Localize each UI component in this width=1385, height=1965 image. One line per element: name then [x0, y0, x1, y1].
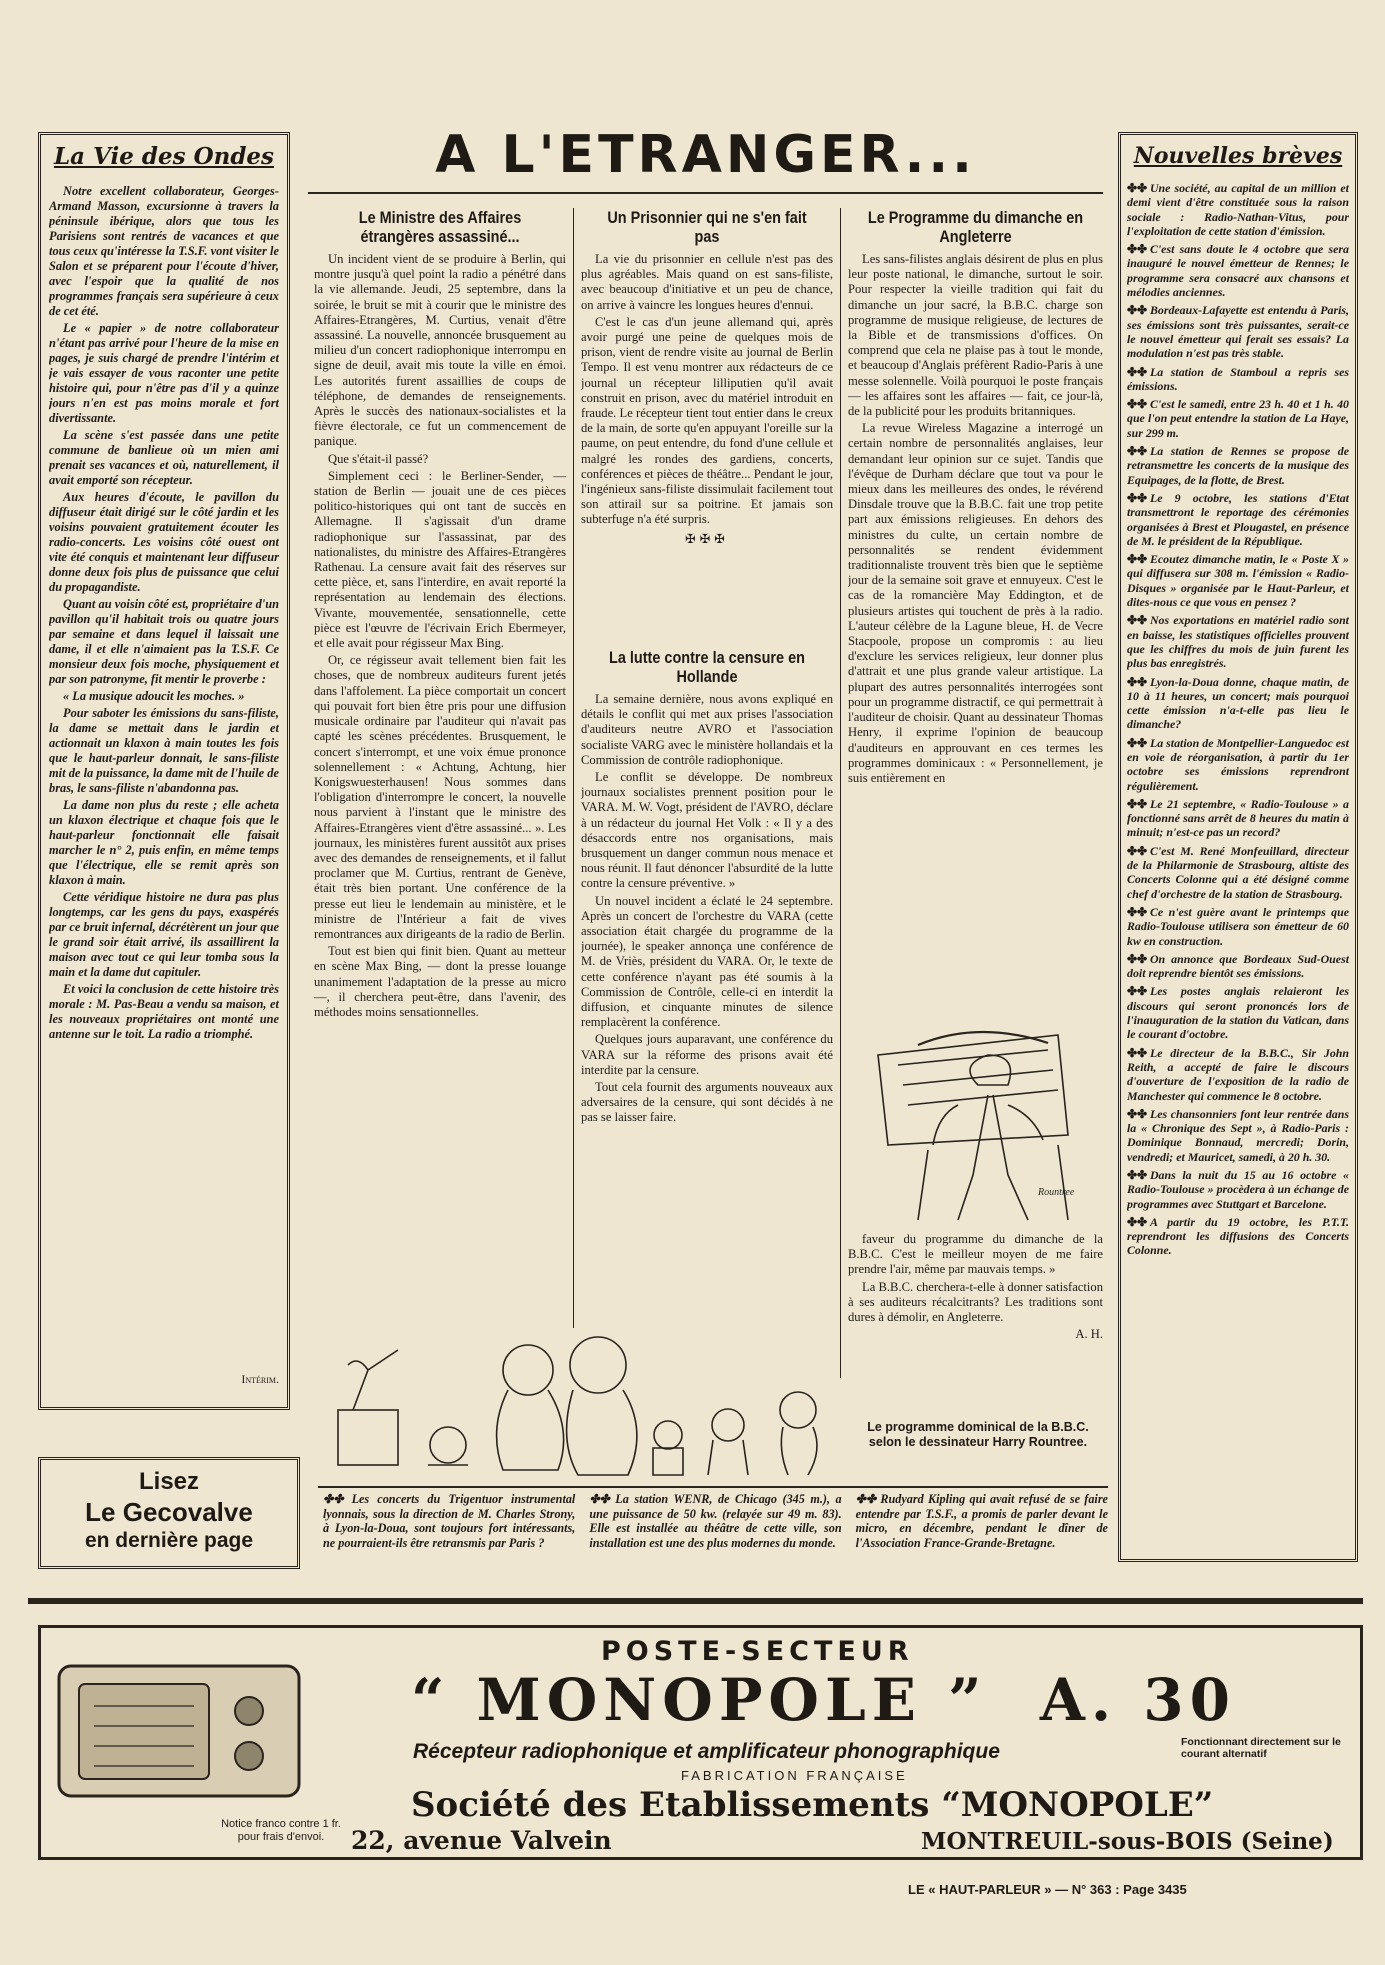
advert-fabrication: FABRICATION FRANÇAISE [681, 1768, 908, 1783]
brief-bullet-icon: ✤✤ [1127, 490, 1147, 505]
brief-bullet-icon: ✤✤ [589, 1492, 616, 1506]
article-censure-title: La lutte contre la censure en Hollande [609, 648, 805, 686]
svg-text:Rountree: Rountree [1038, 1187, 1075, 1198]
paragraph: La semaine dernière, nous avons expliqué en détails le conflit qui met aux prises l'association d'auditeurs neutre AVRO et l'association socialiste VARG avec le ministère hollandais et la Commission de contrôle radiophonique. [581, 692, 833, 767]
main-headline: A L'ETRANGER... [435, 125, 976, 185]
article-programme [848, 208, 1103, 1023]
brief-bullet-icon: ✤✤ [323, 1492, 352, 1506]
paragraph: Or, ce régisseur avait tellement bien fait les choses, que de nombreux auditeurs furent jetés dans l'affolement. La pièce comportait un concert qui pouvait fort bien être pris pour une diffusion musicale ordinaire par l'auditeur qui n'avait pas capté les scènes précédentes. Brusquement, le concert s'interrompt, et une voix émue prononce solennellement : « Achtung, Achtung, hier Konigswuesterhausen! Nous sommes dans l'obligation d'interrompre le concert, la nouvelle nous parvient à l'instant que le ministre des Affaires-Etrangères vient d'être assassiné... ». Les journaux, les ministères furent aussitôt aux prises avec des demandes de renseignements, et il fallut proclamer que M. Curtius, rentrant de Genève, était très bien portant. Une conférence de la presse eut lieu le lendemain au ministère, et le ministre de l'Intérieur a fait de vives remontrances aux dirigeants de la radio de Berlin. [314, 653, 566, 941]
advert-top-rule [28, 1598, 1363, 1604]
brief-item [1127, 675, 1349, 732]
paragraph: Le « papier » de notre collaborateur n'étant pas arrivé pour l'heure de la mise en pages, je suis chargé de prendre l'intérim et je vais essayer de vous raconter une petite histoire qui, pour n'être pas d'il y a quinze jours n'en est pas moins morale et fort divertissante. [49, 321, 279, 425]
brief-text: Ecoutez dimanche matin, le « Poste X » qui diffusera sur 308 m. l'émission « Radio-Disques » organisée par le Haut-Parleur, et dites-nous ce que vous en pensez ? [1127, 552, 1349, 610]
brief-bullet-icon: ✤✤ [1127, 796, 1147, 811]
briefs-title: Nouvelles brèves [1133, 143, 1343, 169]
cartoon-illustration-umbrella [858, 1025, 1098, 1225]
advert-side-note: Fonctionnant directement sur le courant alternatif [1181, 1736, 1341, 1760]
brief-text: A partir du 19 octobre, les P.T.T. reprendront les diffusions des Concerts Colonne. [1127, 1214, 1349, 1258]
brief-item [1127, 613, 1349, 670]
paragraph: Un nouvel incident a éclaté le 24 septembre. Après un concert de l'orchestre du VARA (cette association était chargée du programme de la journée), le speaker annonça une conférence de M. de Vriès, président du VARA. Or, le texte de cette conférence n'ayant pas été soumis à la Commission de Contrôle, celle-ci en interdit la diffusion, et cinquante minutes de silence remplacèrent la conférence. [581, 893, 833, 1030]
brief-item [1127, 984, 1349, 1041]
article-prisonnier-text [581, 252, 833, 528]
brief-bullet-icon: ✤✤ [855, 1492, 881, 1506]
left-column-title: La Vie des Ondes [54, 143, 274, 170]
brief-item [1127, 491, 1349, 548]
paragraph: Simplement ceci : le Berliner-Sender, — station de Berlin — jouait une de ces pièces politico-historiques qui ont tant de succès en Allemagne. Il s'agissait d'un drame radiophonique sur l'assassinat, par des nationalistes, du ministre des Affaires-Etrangères Rathenau. La censure avait fait des réserves sur cette pièce, et, sans l'interdire, en avait reporté la représentation au lendemain des élections. Vivante, mouvementée, sensationnelle, cette pièce est l'œuvre de l'écrivain Erich Ebermeyer, et elle avait pour régisseur Max Bing. [314, 468, 566, 651]
article-programme-title: Le Programme du dimanche en Angleterre [867, 208, 1084, 246]
advert-address: 22, avenue Valvein [351, 1826, 612, 1855]
brief-item [1127, 444, 1349, 487]
brief-item [1127, 1107, 1349, 1164]
paragraph: La B.B.C. cherchera-t-elle à donner satisfaction à ses auditeurs récalcitrants? Les traditions sont dures à démolir, en Angleterre. [848, 1279, 1103, 1325]
advert-notice: Notice franco contre 1 fr. pour frais d'envoi. [221, 1818, 341, 1843]
brief-bullet-icon: ✤✤ [1127, 1045, 1147, 1060]
brief-item [1127, 365, 1349, 394]
paragraph: La revue Wireless Magazine a interrogé un certain nombre de personnalités anglaises, leur demandant leur opinion sur ce sujet. Tandis que l'évêque de Durham déclare que tout va pour le mieux dans les meilleures des ondes, le révérend Dinsdale trouve que la B.B.C. fait une trop petite part aux émissions religieuses. En dehors des ministres du culte, un certain nombre de personnalités se rendent évidemment traditionnaliste trouvent très bien que le septième jour de la semaine soit grave et ennuyeux. C'est le cas de la romancière May Eddington, et de plusieurs artistes qui touchent de près à la radio. L'auteur célèbre de la Lagune bleue, H. de Vecre Stacpoole, propose un compromis : au lieu d'exclure les services religieux, leur donner plus d'attrait et une plus grande valeur artistique. La plupart des autres personnalités interrogées sont pour un programme distractif, ce qui permettrait à l'auditeur de choisir. Quant au dessinateur Thomas Henry, il exprime l'opinion de beaucoup d'auditeurs en approuvant en ces termes les programmes dominicaux : « Personnellement, je suis entièrement en [848, 421, 1103, 785]
section-separator: ✠✠✠ [685, 531, 729, 546]
paragraph: « La musique adoucit les moches. » [63, 689, 245, 703]
article-ministre-title: Le Ministre des Affaires étrangères assassiné... [358, 208, 522, 246]
brief-bullet-icon: ✤✤ [1127, 1106, 1147, 1121]
brief-text: Le 9 octobre, les stations d'Etat transmettront le reportage des cérémonies organisées à Brest et Plougastel, en présence de M. le président de la République. [1127, 490, 1349, 548]
paragraph: La scène s'est passée dans une petite commune de banlieue où un mien ami prenait ses vacances et où, naturellement, il avait emporté son récepteur. [49, 428, 279, 487]
paragraph: Quant au voisin côté est, propriétaire d'un pavillon qu'il habitait trois ou quatre jours par semaine et dans lequel il laissait une dame, il et elle n'aimaient pas la T.S.F. Ce monsieur deux fois moche, physiquement et par son patronyme, fit mentir le proverbe : [49, 597, 279, 686]
article-programme-signature: A. H. [1075, 1327, 1103, 1342]
brief-item [1127, 552, 1349, 609]
brief-bullet-icon: ✤✤ [1127, 613, 1147, 628]
paragraph: Cette véridique histoire ne dura pas plus longtemps, car les gens du pays, exaspérés par ce bruit infernal, décrétèrent un jour que le grand soir était arrivé, ils assaillirent la maison avec tout ce qui leur tomba sous la main et la dame dut capituler. [49, 890, 279, 979]
brief-item [1127, 797, 1349, 840]
brief-bullet-icon: ✤✤ [1127, 552, 1147, 567]
promo-line-3: en dernière page [84, 1529, 254, 1552]
brief-item [1127, 736, 1349, 793]
brief-bullet-icon: ✤✤ [1127, 181, 1147, 195]
brief-item [1127, 1046, 1349, 1103]
paragraph: Les sans-filistes anglais désirent de plus en plus leur poste national, le dimanche, surtout le soir. Pour respecter la vieille tradition qui fait du dimanche un jour sacré, la B.B.C. charge son programme de musique religieuse, de lectures de la Bible et de transmissions d'offices. On comprend que cela ne plaise pas à tout le monde, et beaucoup d'Anglais préfèrent Radio-Paris à une messe solennelle. Voilà pourquoi le poste français — les affaires sont les affaires — fait, ce jour-là, de la publicité pour les produits britanniques. [848, 252, 1103, 419]
briefs-box [1118, 132, 1358, 1562]
brief-text: Dans la nuit du 15 au 16 octobre « Radio-Toulouse » procèdera à un échange de programmes avec Stuttgart et Barcelone. [1127, 1168, 1349, 1211]
brief-text: La station de Rennes se propose de retransmettre les concerts de la musique des Equipages, de la flotte, de Brest. [1127, 444, 1349, 487]
article-ministre-text [314, 252, 566, 1020]
paragraph: La dame non plus du reste ; elle acheta un klaxon électrique et chaque fois que le haut-parleur fonctionnait elle faisait marcher le n° 2, puis enfin, en même temps que l'électrique, elle se remit après son klaxon à main. [49, 798, 279, 887]
brief-bullet-icon: ✤✤ [1127, 674, 1147, 689]
article-prisonnier-title: Un Prisonnier qui ne s'en fait pas [607, 208, 807, 246]
brief-text: Les chansonniers font leur rentrée dans la « Chronique des Sept », à Radio-Paris : Dominique Bonnaud, mercredi; Dorin, vendredi; et Mauricet, samedi, à 20 h. 30. [1127, 1106, 1349, 1164]
brief-item [1127, 242, 1349, 299]
illustration-caption: Le programme dominical de la B.B.C. selon le dessinateur Harry Rountree. [867, 1420, 1089, 1449]
column-rule-2 [840, 208, 841, 1378]
brief-bullet-icon: ✤✤ [1127, 843, 1147, 858]
brief-bullet-icon: ✤✤ [1127, 735, 1147, 750]
brief-item [1127, 303, 1349, 360]
brief-bullet-icon: ✤✤ [1127, 242, 1147, 257]
brief-item [1127, 844, 1349, 901]
promo-line-1: Lisez [138, 1468, 200, 1495]
bottom-briefs [323, 1492, 1108, 1587]
brief-bullet-icon: ✤✤ [1127, 364, 1147, 379]
column-rule-1 [573, 208, 574, 1328]
paragraph: Aux heures d'écoute, le pavillon du diffuseur était dirigé sur le côté jardin et les voisins pouvaient gratuitement écouter les radio-concerts. Les voisins côté ouest ont vite été conquis et maintenant leur diffuseur donne deux fois plus de puissance que celui du propagandiste. [49, 490, 279, 594]
bottom-brief-item [589, 1492, 841, 1587]
brief-bullet-icon: ✤✤ [1127, 904, 1147, 919]
brief-text: Les postes anglais relaieront les discours qui seront prononcés lors de l'inauguration de la station du Vatican, dans le courant d'octobre. [1127, 984, 1349, 1042]
brief-text: La station de Stamboul a repris ses émissions. [1127, 364, 1349, 393]
headline-rule [308, 192, 1103, 194]
brief-item [1127, 181, 1349, 238]
article-censure-text [581, 692, 833, 1126]
bottom-briefs-rule [318, 1486, 1108, 1488]
brief-item [1127, 397, 1349, 440]
paragraph: faveur du programme du dimanche de la B.B.C. C'est le meilleur moyen de me faire prendre l'air, même par mauvais temps. » [848, 1232, 1103, 1277]
paragraph: Notre excellent collaborateur, Georges-Armand Masson, excursionne à travers la péninsule ibérique, alors que tous les Parisiens sont rentrés de vacances et que tous ceux qu'intéresse la T.S.F. vont visiter le Salon et se préparent pour l'écoute d'hiver, avec l'espoir que la qualité de nos programmes français sera supérieure à ceux de cet été. [49, 184, 279, 318]
article-ministre [314, 208, 566, 1328]
brief-text: Le directeur de la B.B.C., Sir John Reith, a accepté de faire le discours d'ouverture de l'exposition de la radio de Manchester qui commence le 8 octobre. [1127, 1045, 1349, 1103]
brief-bullet-icon: ✤✤ [1127, 397, 1147, 412]
brief-text: Le 21 septembre, « Radio-Toulouse » a fonctionné sans arrêt de 8 heures du matin à minuit; n'est-ce pas un record? [1127, 796, 1349, 840]
brief-item [1127, 905, 1349, 948]
paragraph: Que s'était-il passé? [328, 451, 429, 466]
article-programme-continued [848, 1232, 1103, 1380]
advert-city: MONTREUIL-sous-BOIS (Seine) [921, 1828, 1334, 1855]
bottom-brief-text: Les concerts du Trigentuor instrumental lyonnais, sous la direction de M. Charles Strony, à Lyon-la-Doua, sont toujours fort intéressants, ne pourraient-ils être retransmis par Paris ? [323, 1492, 576, 1550]
brief-text: Ce n'est guère avant le printemps que Radio-Toulouse utilisera son émetteur de 60 kw en construction. [1127, 904, 1349, 948]
advert-kicker: POSTE-SECTEUR [601, 1636, 914, 1667]
briefs-list [1127, 181, 1349, 1561]
brief-bullet-icon: ✤✤ [1127, 444, 1147, 459]
paragraph: C'est le cas d'un jeune allemand qui, après avoir purgé une peine de quelques mois de prison, vient de rendre visite au journal de Berlin Tempo. Il est venu montrer aux rédacteurs de ce journal un récepteur lilliputien qu'il avait construit en prison, avec du matériel introduit en fraude. Le récepteur tient tout entier dans le creux de la main, de sorte qu'en appuyant l'oreille sur la paume, on peut entendre, du fond d'une cellule et malgré les rondes des gardiens, concerts, conférences et pièces de théâtre... Pendant le jour, l'ingénieux sans-filiste dissimulait facilement tout son attirail sur sa poitrine. Et jamais son subterfuge n'a été surpris. [581, 314, 833, 527]
advert-subtitle: Récepteur radiophonique et amplificateur phonographique [413, 1740, 1000, 1763]
promo-line-2: Le Gecovalve [85, 1497, 253, 1527]
paragraph: Tout est bien qui finit bien. Quant au metteur en scène Max Bing, — dont la presse louange unanimement l'adaptation de la presse au micro —, il cherchera peut-être, dans l'avenir, des méthodes moins sensationnelles. [314, 944, 566, 1019]
brief-bullet-icon: ✤✤ [1127, 984, 1147, 999]
brief-item [1127, 1168, 1349, 1211]
left-column-signature: Intérim. [241, 1372, 279, 1386]
brief-text: C'est le samedi, entre 23 h. 40 et 1 h. 40 que l'on peut entendre la station de La Haye, sur 299 m. [1127, 397, 1349, 440]
article-programme-text [848, 252, 1103, 786]
radio-receiver-image [49, 1646, 311, 1811]
brief-text: C'est sans doute le 4 octobre que sera inauguré le nouvel émetteur de Rennes; le programme sera consacré aux chansons et mélodies anciennes. [1127, 242, 1349, 300]
paragraph: Le conflit se développe. De nombreux journaux socialistes prennent position pour le VARA. M. W. Vogt, président de l'AVRO, déclare à un rédacteur du journal Het Volk : « Il y a des désaccords entre nos organisations, mais brusquement un danger commun nous menace et nous réunit. Il faut dénoncer l'absurdité de la lutte contre la censure préventive. » [581, 770, 833, 891]
brief-item [1127, 1215, 1349, 1258]
brief-text: C'est M. René Monfeuillard, directeur de la Philarmonie de Strasbourg, altiste des Concerts Colonne qui a été désigné comme chef d'orchestre de la station de Strasbourg. [1127, 843, 1349, 901]
brief-text: Bordeaux-Lafayette est entendu à Paris, ses émissions sont très puissantes, serait-ce le nouvel émetteur qui ferait ses essais? La modulation n'est pas très stable. [1127, 303, 1349, 361]
brief-bullet-icon: ✤✤ [1127, 1168, 1147, 1182]
paragraph: La vie du prisonnier en cellule n'est pas des plus agréables. Mais quand on est sans-filiste, avec beaucoup d'initiative et un peu de chance, on arrive à vaincre les longues heures d'ennui. [581, 252, 833, 312]
cartoon-illustration-family [328, 1330, 838, 1485]
brief-bullet-icon: ✤✤ [1127, 1214, 1147, 1229]
paragraph: Un incident vient de se produire à Berlin, qui montre jusqu'à quel point la radio a pénétré dans la vie allemande. Jeudi, 25 septembre, dans la soirée, le bruit se mit à courir que le ministre des Affaires-Etrangères, M. Curtius, venait d'être assassiné. La nouvelle, annoncée brusquement au milieu d'un concert radiophonique interrompu en signe de deuil, avait mis toute la ville en émoi. Les autorités furent assaillies de coups de téléphone, de demandes de renseignements. Après le succès des nationaux-socialistes et la fièvre électorale, ce fut un commencement de panique. [314, 252, 566, 449]
paragraph: Quelques jours auparavant, une conférence du VARA sur la réforme des prisons avait été interdite par la censure. [581, 1032, 833, 1077]
brief-text: Nos exportations en matériel radio sont en baisse, les statistiques officielles prouvent que les chiffres du mois de juin furent les plus bas enregistrés. [1127, 613, 1349, 671]
brief-text: La station de Montpellier-Languedoc est en voie de réorganisation, à partir du 1er octobre ses émissions reprendront régulièrement. [1127, 735, 1349, 793]
article-prisonnier [581, 208, 833, 648]
bottom-brief-item [856, 1492, 1108, 1587]
paragraph: Tout cela fournit des arguments nouveaux aux adversaires de la censure, qui sont décidés à ne pas se laisser faire. [581, 1080, 833, 1125]
paragraph: Pour saboter les émissions du sans-filiste, la dame se mettait dans le jardin et actionnait un klaxon à main toutes les fois que le haut-parleur donnait, le sans-filiste mit de la puissance, la dame mit de l'huile de bras, le sans-filiste n'abandonna pas. [49, 706, 279, 795]
bottom-brief-text: La station WENR, de Chicago (345 m.), a une puissance de 50 kw. (relayée sur 49 m. 83). Elle est installée au théâtre de cette ville, son installation est une des plus modernes du monde. [589, 1492, 842, 1550]
monopole-advert [38, 1625, 1363, 1860]
paragraph: Et voici la conclusion de cette histoire très morale : M. Pas-Beau a vendu sa maison, et les nouveaux propriétaires ont monté une antenne sur le toit. La radio a triomphé. [49, 982, 279, 1041]
brief-text: Lyon-la-Doua donne, chaque matin, de 10 à 11 heures, un concert; mais pourquoi cette émission n'a-t-elle pas lieu le dimanche? [1127, 674, 1349, 732]
newspaper-page [28, 120, 1363, 1960]
left-column-box [38, 132, 290, 1410]
brief-bullet-icon: ✤✤ [1127, 303, 1147, 318]
brief-text: Une société, au capital de un million et demi vient d'être constituée sous la raison sociale : Radio-Nathan-Vitus, pour l'exploitation de cette station d'émission. [1127, 181, 1349, 238]
left-column-text [49, 184, 279, 1364]
brief-item [1127, 952, 1349, 981]
advert-brand: “ MONOPOLE ” A. 30 [411, 1666, 1236, 1734]
bottom-brief-item [323, 1492, 575, 1587]
page-footer: LE « HAUT-PARLEUR » — N° 363 : Page 3435 [908, 1882, 1187, 1897]
article-censure [581, 648, 833, 1328]
brief-text: On annonce que Bordeaux Sud-Ouest doit reprendre bientôt ses émissions. [1127, 951, 1349, 981]
bottom-brief-text: Rudyard Kipling qui avait refusé de se faire entendre par T.S.F., a promis de parler devant le micro, en décembre, pendant le dîner de l'Association France-Grande-Bretagne. [855, 1492, 1108, 1550]
advert-company: Société des Etablissements “MONOPOLE” [411, 1785, 1214, 1825]
gecovalve-promo-box [38, 1457, 300, 1569]
brief-bullet-icon: ✤✤ [1127, 951, 1147, 966]
